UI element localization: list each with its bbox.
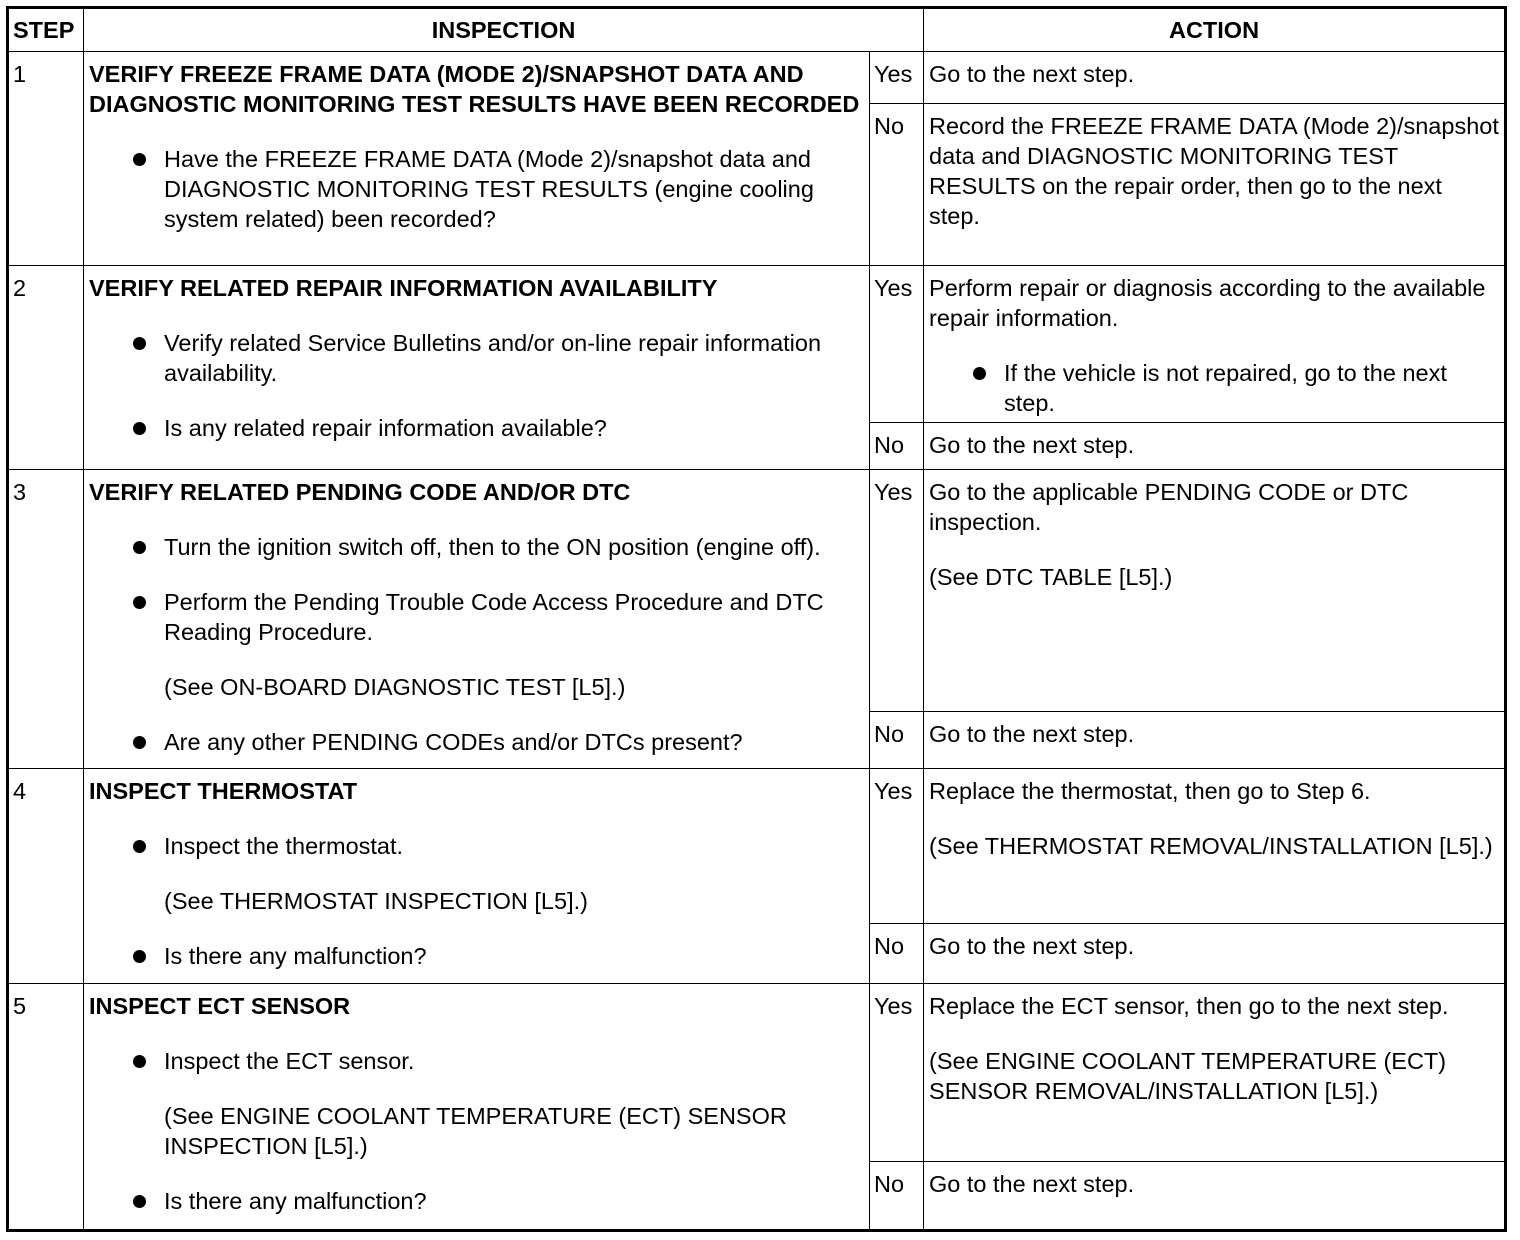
no-action-cell [924,924,1506,983]
yes-action-cell [924,983,1506,1161]
inspection-bullet [164,1046,864,1161]
step-2-yes-row [8,266,1506,423]
step-inspection-cell [84,769,870,983]
inspection-column-header: INSPECTION [84,8,924,52]
step-number: 4 [8,769,84,983]
inspection-bullet-list [89,144,864,234]
action-bullet-list [929,358,1499,418]
yes-action-cell [924,52,1506,104]
yes-reference-note: (See ENGINE COOLANT TEMPERATURE (ECT) SENSOR REMOVAL/INSTALLATION [L5].) [929,1047,1447,1104]
step-title: VERIFY FREEZE FRAME DATA (MODE 2)/SNAPSHOT DATA AND DIAGNOSTIC MONITORING TEST RESULTS HAVE BEEN RECORDED [89,61,860,117]
inspection-bullet-text: Perform the Pending Trouble Code Access Procedure and DTC Reading Procedure. [164,589,824,646]
no-action-text: Record the FREEZE FRAME DATA (Mode 2)/snapshot data and DIAGNOSTIC MONITORING TEST RESULTS on the repair order, then go to the next step. [929,113,1499,229]
no-label: No [870,924,924,983]
action-column-header: ACTION [924,8,1506,52]
yes-action-cell [924,470,1506,712]
yes-label: Yes [870,769,924,924]
inspection-bullet-list [89,1046,864,1216]
table-header-row [8,8,1506,52]
inspection-bullet: Is any related repair information available? [164,413,864,443]
no-action-cell [924,1161,1506,1230]
yes-label: Yes [870,52,924,104]
step-4-yes-row [8,769,1506,924]
diagnostic-procedure-table [6,6,1507,1232]
yes-action-text: Replace the thermostat, then go to Step 6. [929,778,1371,805]
yes-action-text: Go to the next step. [929,61,1135,87]
step-title: VERIFY RELATED REPAIR INFORMATION AVAILABILITY [89,275,718,302]
action-bullet: If the vehicle is not repaired, go to the next step. [1004,358,1499,418]
inspection-bullet: Have the FREEZE FRAME DATA (Mode 2)/snapshot data and DIAGNOSTIC MONITORING TEST RESULTS (engine cooling system related) been recorded? [164,144,864,234]
step-title: VERIFY RELATED PENDING CODE AND/OR DTC [89,479,631,506]
inspection-bullet-list [89,532,864,757]
inspection-bullet: Are any other PENDING CODEs and/or DTCs present? [164,727,864,757]
no-label: No [870,1161,924,1230]
inspection-reference-note: (See THERMOSTAT INSPECTION [L5].) [164,888,588,915]
step-inspection-cell [84,52,870,266]
inspection-reference-note: (See ON-BOARD DIAGNOSTIC TEST [L5].) [164,674,626,701]
step-title: INSPECT ECT SENSOR [89,992,351,1019]
yes-action-text: Go to the applicable PENDING CODE or DTC inspection. [929,479,1409,536]
yes-label: Yes [870,266,924,423]
inspection-bullet-list [89,831,864,971]
inspection-bullet-list [89,328,864,443]
yes-label: Yes [870,470,924,712]
yes-reference-note: (See DTC TABLE [L5].) [929,564,1173,591]
yes-action-text: Replace the ECT sensor, then go to the next step. [929,992,1449,1019]
yes-action-text: Perform repair or diagnosis according to the available repair information. [929,275,1486,332]
no-action-text: Go to the next step. [929,933,1135,960]
step-3-yes-row [8,470,1506,712]
step-column-header: STEP [8,8,84,52]
no-action-cell [924,423,1506,470]
no-action-text: Go to the next step. [929,721,1135,748]
inspection-bullet: Turn the ignition switch off, then to the ON position (engine off). [164,532,864,562]
inspection-bullet: Is there any malfunction? [164,941,864,971]
step-number: 5 [8,983,84,1230]
inspection-bullet-text: Inspect the ECT sensor. [164,1047,415,1074]
step-1-yes-row [8,52,1506,104]
inspection-bullet [164,831,864,916]
inspection-reference-note: (See ENGINE COOLANT TEMPERATURE (ECT) SENSOR INSPECTION [L5].) [164,1102,787,1159]
step-inspection-cell [84,470,870,769]
yes-label: Yes [870,983,924,1161]
no-label: No [870,104,924,266]
step-inspection-cell [84,983,870,1230]
inspection-bullet [164,587,864,702]
step-number: 1 [8,52,84,266]
no-label: No [870,712,924,769]
inspection-bullet: Is there any malfunction? [164,1186,864,1216]
no-label: No [870,423,924,470]
yes-action-cell [924,769,1506,924]
no-action-cell [924,712,1506,769]
yes-reference-note: (See THERMOSTAT REMOVAL/INSTALLATION [L5].) [929,833,1493,860]
step-number: 3 [8,470,84,769]
no-action-cell [924,104,1506,266]
no-action-text: Go to the next step. [929,432,1135,459]
step-title: INSPECT THERMOSTAT [89,778,358,805]
step-5-yes-row [8,983,1506,1161]
yes-action-cell [924,266,1506,423]
no-action-text: Go to the next step. [929,1170,1135,1197]
step-inspection-cell [84,266,870,470]
step-number: 2 [8,266,84,470]
inspection-bullet-text: Inspect the thermostat. [164,833,404,860]
inspection-bullet: Verify related Service Bulletins and/or on-line repair information availability. [164,328,864,388]
